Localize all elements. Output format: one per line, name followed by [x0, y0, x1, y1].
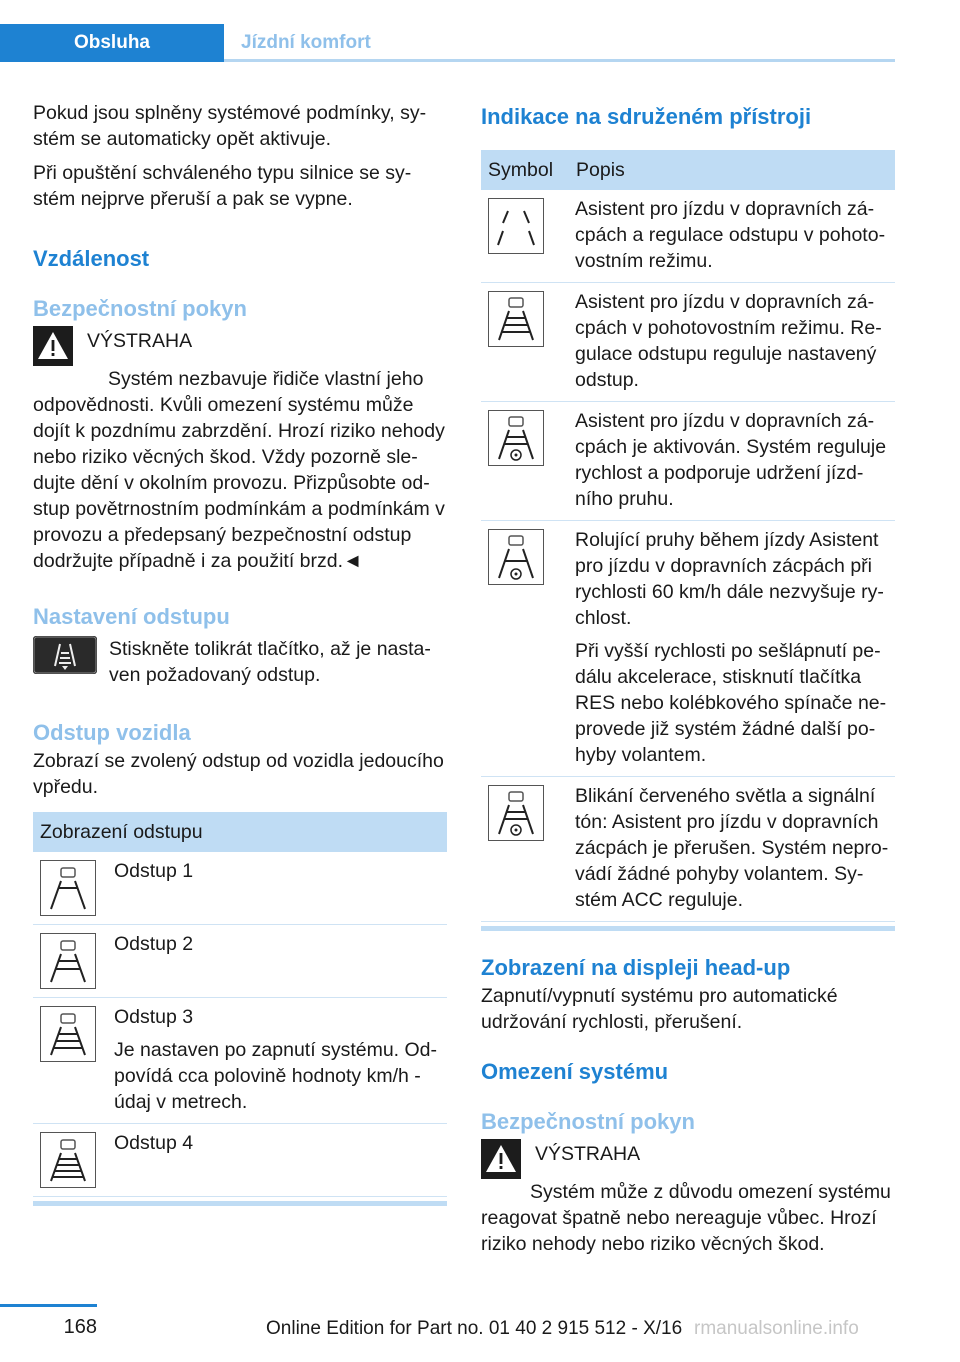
table-row [33, 852, 447, 925]
warning-title-right: VÝSTRAHA [535, 1143, 641, 1165]
tab-jizdni-komfort[interactable]: Jízdní komfort [241, 32, 371, 53]
header-rule [224, 59, 895, 62]
watermark: rmanualsonline.info [694, 1318, 859, 1339]
assistant-active-icon [488, 410, 544, 466]
left-column [33, 100, 447, 1206]
distance-button-icon [33, 636, 97, 674]
symbol-description: Asistent pro jízdu v dopravních zácpách je aktivován. Systém reguluje rychlost a podporuje udržení jízdního pruhu. [575, 410, 887, 510]
table-row [33, 925, 447, 998]
subheading-safety: Bezpečnostní pokyn [33, 296, 247, 321]
symbol-note: Při vyšší rychlosti po sešlápnutí pedálu akcelerace, stisknutí tlačítka RES nebo kolébkového spínače neprovede již systém žádné další pohyby volantem. [575, 640, 887, 766]
warning-text-right: Systém může z důvodu omezení systému reagovat špatně nebo nereaguje vůbec. Hrozí riziko nehody nebo riziko věcných škod. [481, 1181, 891, 1255]
intro-paragraph-1: Pokud jsou splněny systémové podmínky, systém se automaticky opět aktivuje. [33, 102, 427, 150]
warning-block-right [481, 1141, 895, 1179]
distance-3-icon [40, 1006, 96, 1062]
warning-triangle-icon [33, 326, 73, 366]
indication-table [481, 150, 895, 922]
distance-table-header: Zobrazení odstupu [33, 812, 447, 852]
subheading-vehicle-distance: Odstup vozidla [33, 720, 191, 745]
table-row [33, 998, 447, 1124]
table-row [481, 402, 895, 521]
distance-table [33, 812, 447, 1197]
distance-label: Odstup 2 [114, 933, 194, 955]
table-end-rule [33, 1201, 447, 1206]
distance-label: Odstup 1 [114, 860, 194, 882]
page-number: 168 [63, 1316, 97, 1338]
distance-note: Je nastaven po zapnutí systému. Odpovídá cca polovině hodnoty km/h - údaj v metrech. [114, 1039, 438, 1113]
setting-text: Stiskněte tolikrát tlačítko, až je nastaven požadovaný odstup. [109, 638, 431, 686]
distance-1-icon [40, 860, 96, 916]
warning-triangle-icon [481, 1139, 521, 1179]
vehicle-distance-text: Zobrazí se zvolený odstup od vozidla jedoucího vpředu. [33, 750, 444, 798]
symbol-description: Blikání červeného světla a signální tón: Asistent pro jízdu v dopravních zácpách je přerušen. Systém neprovádí žádné pohyby volantem. Systém ACC reguluje. [575, 785, 889, 911]
symbol-description: Rolující pruhy během jízdy Asistent pro jízdu v dopravních zácpách při rychlosti 60 km/h dále nezvyšuje rychlost. [575, 529, 884, 629]
col-description: Popis [569, 150, 895, 190]
assistant-interrupted-icon [488, 785, 544, 841]
col-symbol: Symbol [481, 150, 569, 190]
distance-2-icon [40, 933, 96, 989]
table-end-rule [481, 926, 895, 931]
table-row [481, 190, 895, 283]
heading-distance: Vzdálenost [33, 246, 150, 271]
heading-hud: Zobrazení na displeji head-up [481, 955, 791, 980]
intro-paragraph-2: Při opuštění schváleného typu silnice se systém nejprve přeruší a pak se vypne. [33, 162, 412, 210]
lane-standby-icon [488, 198, 544, 254]
edition-info: Online Edition for Part no. 01 40 2 915 512 - X/16 [266, 1318, 683, 1339]
heading-indication: Indikace na sdruženém přístroji [481, 104, 812, 129]
symbol-description: Asistent pro jízdu v dopravních zácpách v pohotovostním režimu. Regulace odstupu reguluje nastavený odstup. [575, 291, 882, 391]
footer-rule [0, 1304, 97, 1307]
distance-label: Odstup 4 [114, 1132, 194, 1154]
table-row [481, 777, 895, 922]
distance-4-icon [40, 1132, 96, 1188]
hud-text: Zapnutí/vypnutí systému pro automatické udržování rychlosti, přerušení. [481, 985, 838, 1033]
section-header [0, 24, 895, 62]
warning-title: VÝSTRAHA [87, 330, 193, 352]
table-row [33, 1124, 447, 1197]
subheading-safety-right: Bezpečnostní pokyn [481, 1109, 695, 1134]
heading-limits: Omezení systému [481, 1059, 669, 1084]
tab-obsluha[interactable]: Obsluha [0, 24, 224, 62]
warning-text: Systém nezbavuje řidiče vlastní jeho odpovědnosti. Kvůli omezení systému může dojít k pozdnímu zabrzdění. Hrozí riziko nehody nebo riziko věcných škod. Vždy pozorně sledujte dění v okolním provozu. Přizpůsobte odstup povětrnostním podmínkám a podmínkám v provozu a předepsaný bezpečnostní odstup dodržujte případně i za použití brzd.◄ [33, 368, 445, 572]
assistant-standby-icon [488, 291, 544, 347]
rolling-lanes-icon [488, 529, 544, 585]
right-column [481, 100, 895, 1257]
symbol-description: Asistent pro jízdu v dopravních zácpách a regulace odstupu v pohotovostním režimu. [575, 198, 886, 272]
subheading-setting: Nastavení odstupu [33, 604, 230, 629]
table-row [481, 521, 895, 777]
setting-block [33, 636, 447, 688]
table-row [481, 283, 895, 402]
distance-label: Odstup 3 [114, 1006, 194, 1028]
warning-block [33, 328, 447, 366]
